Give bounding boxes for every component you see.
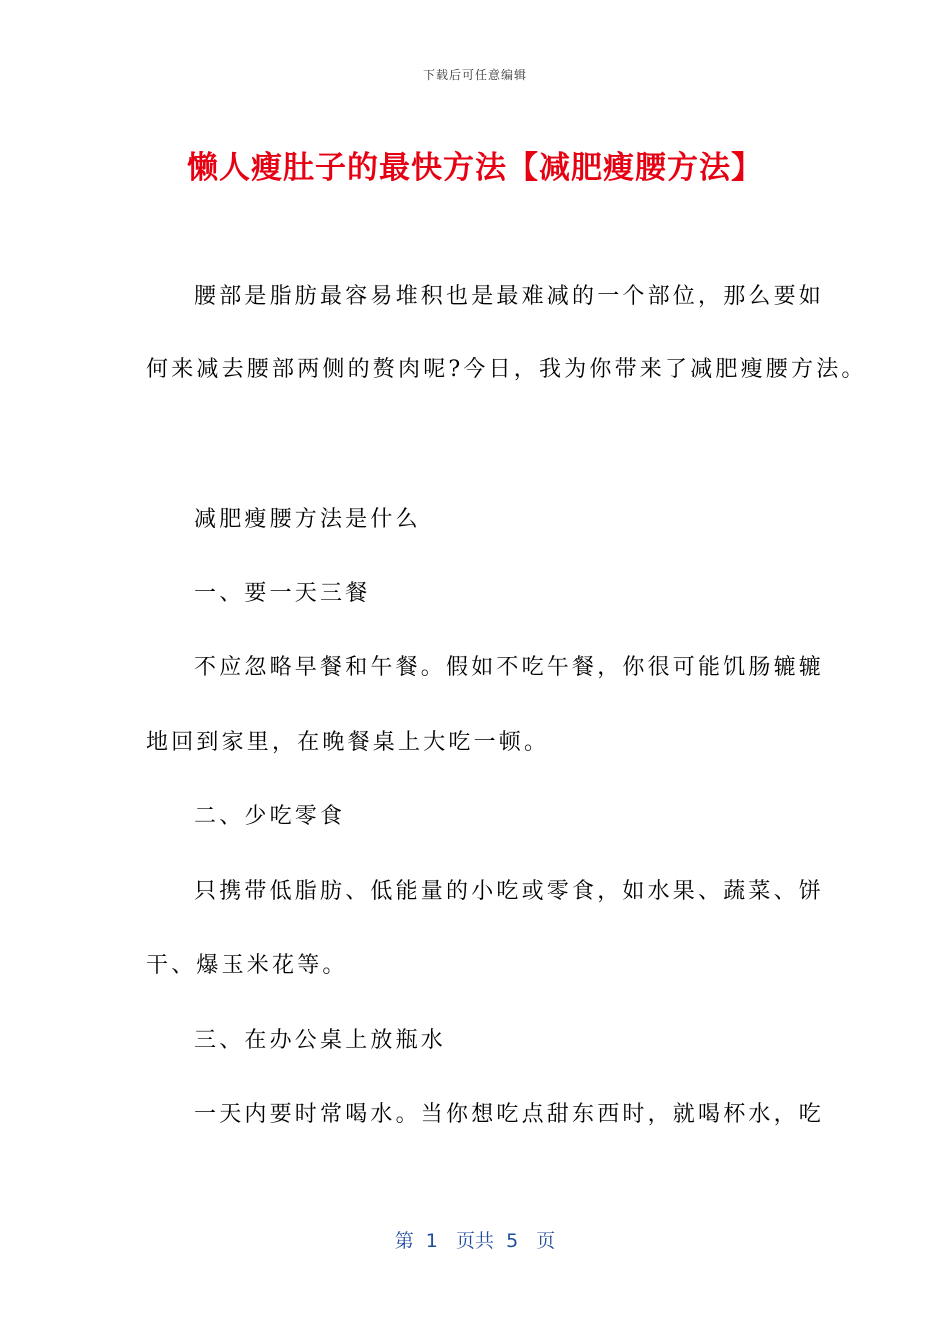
item-2-heading: 二、少吃零食 bbox=[194, 804, 346, 829]
intro-line-1: 腰部是脂肪最容易堆积也是最难减的一个部位，那么要如 bbox=[194, 284, 825, 309]
section-heading: 减肥瘦腰方法是什么 bbox=[194, 507, 421, 532]
item-2-line-1: 只携带低脂肪、低能量的小吃或零食，如水果、蔬菜、饼 bbox=[194, 879, 825, 904]
item-1-line-1: 不应忽略早餐和午餐。假如不吃午餐，你很可能饥肠辘辘 bbox=[194, 655, 825, 680]
item-2-line-2: 干、爆玉米花等。 bbox=[146, 953, 348, 978]
page-header: 下载后可任意编辑 bbox=[422, 68, 527, 82]
item-3-line-1: 一天内要时常喝水。当你想吃点甜东西时，就喝杯水，吃 bbox=[194, 1102, 825, 1127]
item-1-heading: 一、要一天三餐 bbox=[194, 581, 371, 606]
intro-line-2: 何来减去腰部两侧的赘肉呢?今日，我为你带来了减肥瘦腰方法。 bbox=[146, 357, 867, 382]
item-3-heading: 三、在办公桌上放瓶水 bbox=[194, 1028, 447, 1053]
item-1-line-2: 地回到家里，在晚餐桌上大吃一顿。 bbox=[146, 730, 550, 755]
page-footer: 第 1 页共 5 页 bbox=[394, 1230, 556, 1252]
document-title: 懒人瘦肚子的最快方法【减肥瘦腰方法】 bbox=[187, 150, 763, 186]
